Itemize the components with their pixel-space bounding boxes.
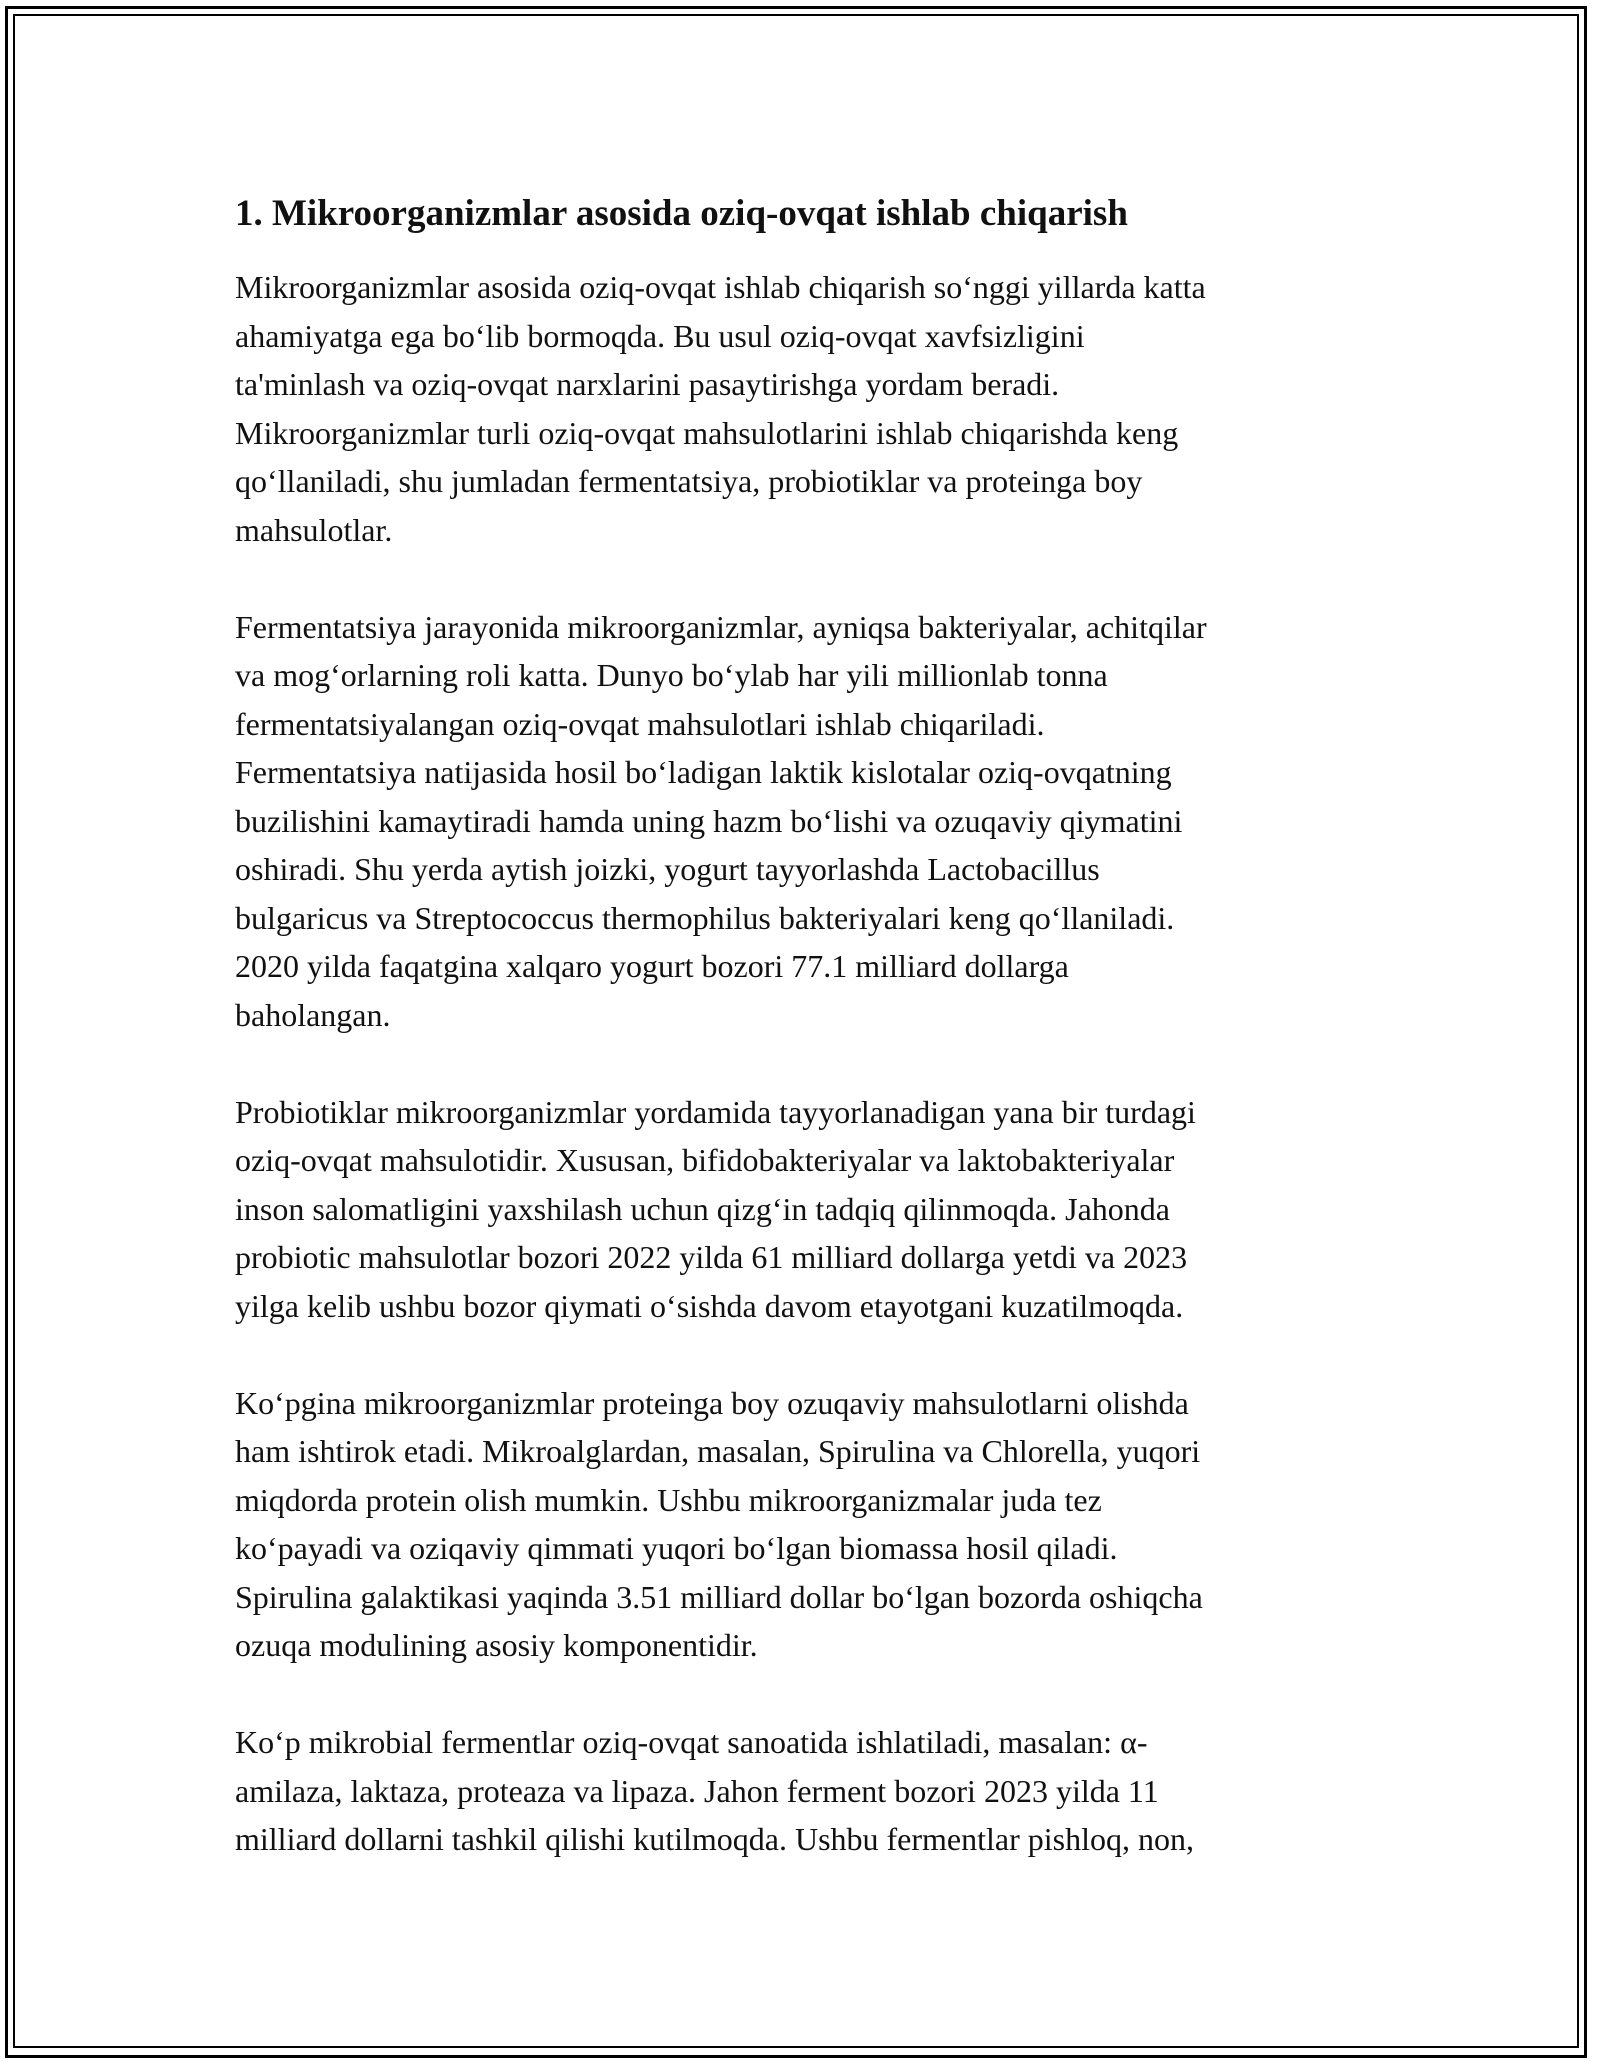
paragraph-enzymes: Ko‘p mikrobial fermentlar oziq-ovqat sanoatida ishlatiladi, masalan: α- amilaza, laktaza, proteaza va lipaza. Jahon ferment bozori 2023 yilda 11 milliard dollarni tashkil qilishi kutilmoqda. Ushbu fermentlar pishloq, non, [235,1724,1194,1857]
paragraph-probiotics: Probiotiklar mikroorganizmlar yordamida tayyorlanadigan yana bir turdagi oziq-ovqat mahsulotidir. Xususan, bifidobakteriyalar va laktobakteriyalar inson salomatligini yaxshilash uchun qizg‘in tadqiq qilinmoqda. Jahonda probiotic mahsulotlar bozori 2022 yilda 61 milliard dollarga yetdi va 2023 yilga kelib ushbu bozor qiymati o‘sishda davom etayotgani kuzatilmoqda. [235,1093,1196,1324]
paragraph-intro: Mikroorganizmlar asosida oziq-ovqat ishlab chiqarish so‘nggi yillarda katta ahamiyatga ega bo‘lib bormoqda. Bu usul oziq-ovqat xavfsizligini ta'minlash va oziq-ovqat narxlarini pasaytirishga yordam beradi. Mikroorganizmlar turli oziq-ovqat mahsulotlarini ishlab chiqarishda keng qo‘llaniladi, shu jumladan fermentatsiya, probiotiklar va proteinga boy mahsulotlar. [235,269,1206,548]
paragraph-fermentation: Fermentatsiya jarayonida mikroorganizmlar, ayniqsa bakteriyalar, achitqilar va mog‘orlarning roli katta. Dunyo bo‘ylab har yili millionlab tonna fermentatsiyalangan oziq-ovqat mahsulotlari ishlab chiqariladi. Fermentatsiya natijasida hosil bo‘ladigan laktik kislotalar oziq-ovqatning buzilishini kamaytiradi hamda uning hazm bo‘lishi va ozuqaviy qiymatini oshiradi. Shu yerda aytish joizki, yogurt tayyorlashda Lactobacillus bulgaricus va Streptococcus thermophilus bakteriyalari keng qo‘llaniladi. 2020 yilda faqatgina xalqaro yogurt bozori 77.1 milliard dollarga baholangan. [235,608,1207,1033]
section-heading: 1. Mikroorganizmlar asosida oziq-ovqat ishlab chiqarish [235,193,1128,234]
paragraph-protein: Ko‘pgina mikroorganizmlar proteinga boy ozuqaviy mahsulotlarni olishda ham ishtirok etadi. Mikroalglardan, masalan, Spirulina va Chlorella, yuqori miqdorda protein olish mumkin. Ushbu mikroorganizmalar juda tez ko‘payadi va oziqaviy qimmati yuqori bo‘lgan biomassa hosil qiladi. Spirulina galaktikasi yaqinda 3.51 milliard dollar bo‘lgan bozorda oshiqcha ozuqa modulining asosiy komponentidir. [235,1384,1203,1663]
document-body [235,187,1375,1864]
